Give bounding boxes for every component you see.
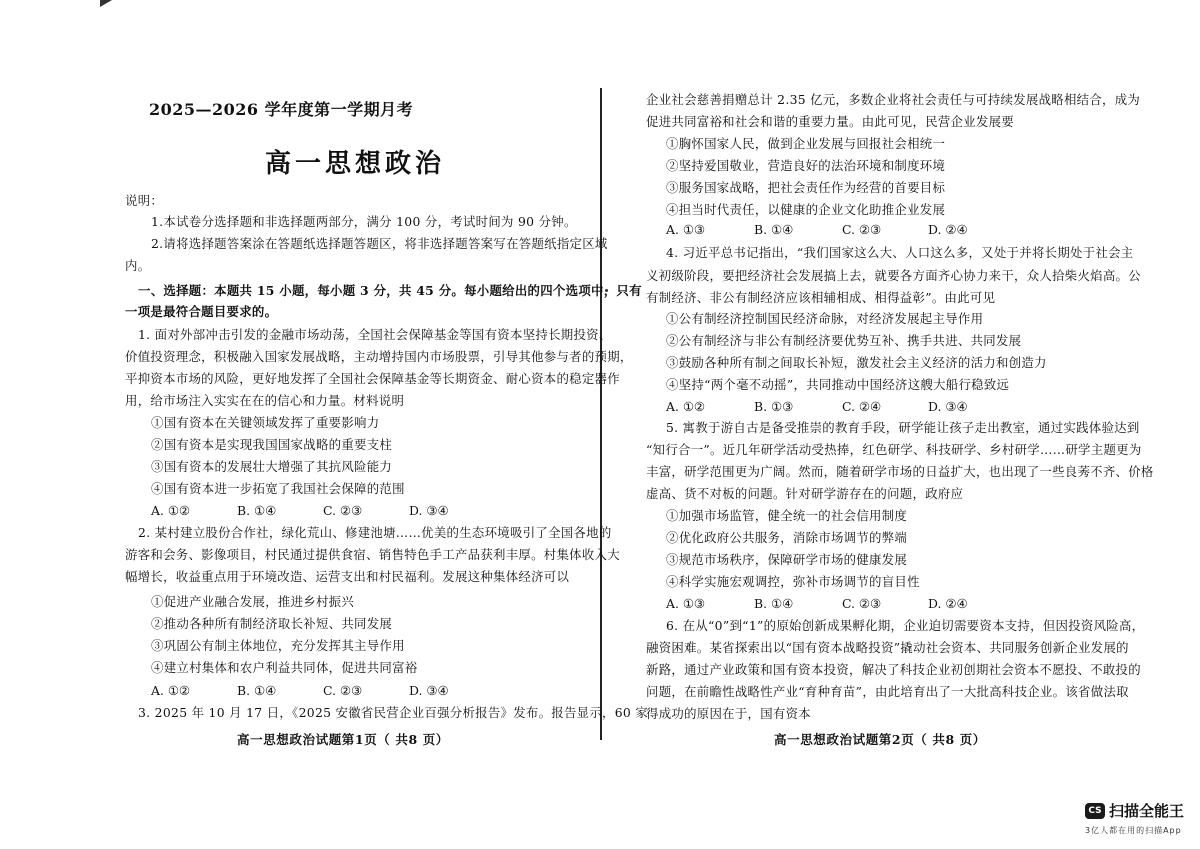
q3-option-c: C. ②③ — [842, 222, 882, 237]
q4-stem-line: 4. 习近平总书记指出，“我们国家这么大、人口这么多，又处于并将长期处于社会主 — [666, 245, 1134, 260]
camscanner-logo-icon: CS — [1085, 803, 1105, 819]
q3-item: ②坚持爱国敬业，营造良好的法治环境和制度环境 — [666, 158, 946, 173]
q3-option-b: B. ①④ — [754, 222, 794, 237]
instruction-line: 2.请将选择题答案涂在答题纸选择题答题区，将非选择题答案写在答题纸指定区域 — [151, 236, 608, 251]
q4-item: ②公有制经济与非公有制经济要优势互补、携手共进、共同发展 — [666, 333, 1022, 348]
section-header: 一、选择题：本题共 15 小题，每小题 3 分，共 45 分。每小题给出的四个选项中，只有 — [138, 283, 642, 298]
q1-item: ②国有资本是实现我国国家战略的重要支柱 — [151, 437, 393, 452]
q2-item: ④建立村集体和农户利益共同体，促进共同富裕 — [151, 660, 418, 675]
column-divider — [600, 88, 602, 740]
q5-stem-line: 虚高、货不对板的问题。针对研学游存在的问题，政府应 — [646, 486, 964, 501]
q4-stem-line: 有制经济、非公有制经济应该相辅相成、相得益彰”。由此可见 — [646, 290, 996, 305]
q1-stem-line: 价值投资理念，积极融入国家发展战略，主动增持国内市场股票，引导其他参与者的预期， — [125, 349, 633, 364]
q2-item: ③巩固公有制主体地位，充分发挥其主导作用 — [151, 638, 405, 653]
q2-item: ②推动各种所有制经济取长补短、共同发展 — [151, 616, 393, 631]
exam-title: 2025—2026 学年度第一学期月考 — [149, 100, 414, 119]
q5-stem-line: “知行合一”。近几年研学活动受热捧，红色研学、科技研学、乡村研学……研学主题更为 — [646, 442, 1142, 457]
subject-title: 高一思想政治 — [265, 149, 446, 179]
q6-stem-line: 融资困难。某省探索出以“国有资本战略投资”撬动社会资本、共同服务创新企业发展的 — [646, 640, 1129, 655]
q5-item: ②优化政府公共服务，消除市场调节的弊端 — [666, 530, 908, 545]
q5-stem-line: 5. 寓教于游自古是备受推崇的教育手段，研学能让孩子走出教室，通过实践体验达到 — [666, 420, 1140, 435]
q3-option-a: A. ①③ — [666, 222, 706, 237]
q2-item: ①促进产业融合发展，推进乡村振兴 — [151, 594, 355, 609]
q6-stem-line: 问题，在前瞻性战略性产业“育种育苗”，由此培育出了一大批高科技企业。该省做法取 — [646, 684, 1129, 699]
q1-item: ③国有资本的发展壮大增强了其抗风险能力 — [151, 459, 393, 474]
q4-stem-line: 义初级阶段，要把经济社会发展搞上去，就要各方面齐心协力来干，众人拾柴火焰高。公 — [646, 268, 1141, 283]
q4-option-a: A. ①② — [666, 399, 706, 414]
q6-stem-line: 6. 在从“0”到“1”的原始创新成果孵化期，企业迫切需要资本支持，但因投资风险高， — [666, 618, 1145, 633]
q1-item: ①国有资本在关键领域发挥了重要影响力 — [151, 415, 380, 430]
q5-option-c: C. ②③ — [842, 596, 882, 611]
q2-option-a: A. ①② — [151, 683, 191, 698]
q4-option-b: B. ①③ — [754, 399, 794, 414]
q3-stem-line: 3. 2025 年 10 月 17 日，《2025 安徽省民营企业百强分析报告》发布。报告显示，60 家 — [138, 705, 649, 720]
q1-option-b: B. ①④ — [237, 503, 277, 518]
q2-option-c: C. ②③ — [323, 683, 363, 698]
instruction-line: 1.本试卷分选择题和非选择题两部分，满分 100 分，考试时间为 90 分钟。 — [151, 214, 577, 229]
q5-option-a: A. ①③ — [666, 596, 706, 611]
watermark-name: 扫描全能王 — [1109, 802, 1185, 820]
q2-stem-line: 幅增长，收益重点用于环境改造、运营支出和村民福利。发展这种集体经济可以 — [125, 569, 570, 584]
q6-stem-line: 得成功的原因在于，国有资本 — [646, 706, 811, 721]
q1-option-c: C. ②③ — [323, 503, 363, 518]
q2-option-b: B. ①④ — [237, 683, 277, 698]
q1-item: ④国有资本进一步拓宽了我国社会保障的范围 — [151, 481, 405, 496]
q3-stem-line: 促进共同富裕和社会和谐的重要力量。由此可见，民营企业发展要 — [646, 114, 1015, 129]
q3-item: ③服务国家战略，把社会责任作为经营的首要目标 — [666, 180, 946, 195]
q3-option-d: D. ②④ — [928, 222, 968, 237]
section-header: 一项是最符合题目要求的。 — [125, 304, 278, 319]
q4-item: ①公有制经济控制国民经济命脉，对经济发展起主导作用 — [666, 311, 984, 326]
q3-stem-line: 企业社会慈善捐赠总计 2.35 亿元，多数企业将社会责任与可持续发展战略相结合，成为 — [646, 92, 1141, 107]
q5-item: ③规范市场秩序，保障研学市场的健康发展 — [666, 552, 908, 567]
q4-option-d: D. ③④ — [928, 399, 968, 414]
q4-item: ③鼓励各种所有制之间取长补短，激发社会主义经济的活力和创造力 — [666, 355, 1047, 370]
page-footer: 高一思想政治试题第1页（ 共8 页） — [237, 732, 449, 747]
q1-stem-line: 用，给市场注入实实在在的信心和力量。材料说明 — [125, 393, 405, 408]
q1-stem-line: 平抑资本市场的风险，更好地发挥了全国社会保障基金等长期资金、耐心资本的稳定器作 — [125, 371, 620, 386]
q3-item: ①胸怀国家人民，做到企业发展与回报社会相统一 — [666, 136, 946, 151]
instructions-label: 说明： — [125, 193, 164, 208]
watermark-tagline: 3亿人都在用的扫描App — [1085, 826, 1182, 835]
q2-option-d: D. ③④ — [409, 683, 449, 698]
q5-option-d: D. ②④ — [928, 596, 968, 611]
q1-option-d: D. ③④ — [409, 503, 449, 518]
q2-stem-line: 2. 某村建立股份合作社，绿化荒山、修建池塘……优美的生态环境吸引了全国各地的 — [138, 525, 612, 540]
scan-corner-mark — [100, 0, 112, 7]
instruction-line: 内。 — [125, 258, 151, 273]
q5-item: ④科学实施宏观调控，弥补市场调节的盲目性 — [666, 574, 920, 589]
q4-item: ④坚持“两个毫不动摇”，共同推动中国经济这艘大船行稳致远 — [666, 377, 1010, 392]
q5-stem-line: 丰富，研学范围更为广阔。然而，随着研学市场的日益扩大，也出现了一些良莠不齐、价格 — [646, 464, 1154, 479]
q6-stem-line: 新路，通过产业政策和国有资本投资，解决了科技企业初创期社会资本不愿投、不敢投的 — [646, 662, 1141, 677]
q1-stem-line: 1. 面对外部冲击引发的金融市场动荡，全国社会保障基金等国有资本坚持长期投资、 — [138, 327, 612, 342]
page-footer: 高一思想政治试题第2页（ 共8 页） — [774, 732, 986, 747]
q2-stem-line: 游客和会务、影像项目，村民通过提供食宿、销售特色手工产品获利丰厚。村集体收入大 — [125, 547, 620, 562]
q5-option-b: B. ①④ — [754, 596, 794, 611]
q5-item: ①加强市场监管，健全统一的社会信用制度 — [666, 508, 908, 523]
q4-option-c: C. ②④ — [842, 399, 882, 414]
q3-item: ④担当时代责任，以健康的企业文化助推企业发展 — [666, 202, 946, 217]
q1-option-a: A. ①② — [151, 503, 191, 518]
